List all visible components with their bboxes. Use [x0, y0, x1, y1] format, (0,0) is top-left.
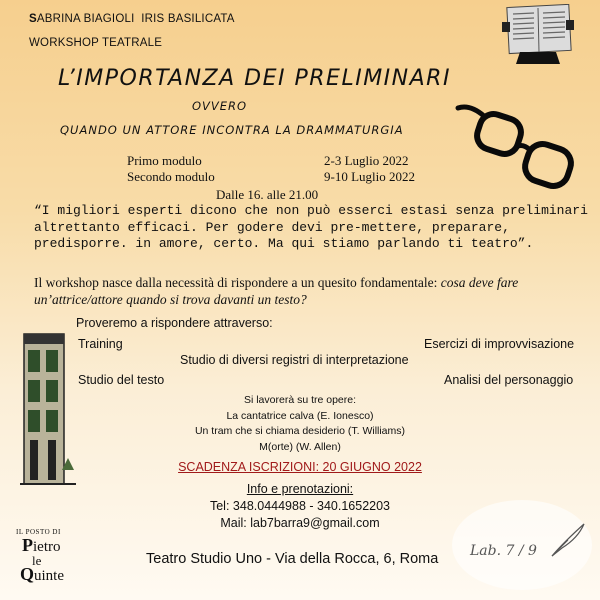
- work-2: Un tram che si chiama desiderio (T. Williams): [194, 425, 406, 437]
- intro-text: Il workshop nasce dalla necessità di rispondere a un quesito fondamentale:: [34, 275, 441, 290]
- work-1: La cantatrice calva (E. Ionesco): [226, 409, 374, 422]
- intro-question: cosa deve fare un’attrice/attore quando si trova davanti un testo?: [34, 275, 519, 307]
- module1-name: Primo modulo: [127, 153, 202, 168]
- quill-icon: [548, 520, 588, 560]
- title-ovvero: OVVERO: [192, 99, 248, 113]
- author1: ABRINA BIAGIOLI: [36, 13, 135, 25]
- work-3: M(orte) (W. Allen): [259, 440, 341, 453]
- posto-logo-quinte: [20, 564, 84, 584]
- author2: IRIS BASILICATA: [141, 13, 235, 25]
- workshop-label: WORKSHOP TEATRALE: [29, 37, 163, 49]
- works-block: [0, 393, 600, 455]
- posto-logo-quinte-text: uinte: [34, 568, 65, 584]
- posto-logo-p: P: [22, 535, 33, 555]
- posto-logo-small: IL POSTO DI: [16, 528, 61, 536]
- venue: Teatro Studio Uno - Via della Rocca, 6, Roma: [146, 551, 439, 567]
- posto-logo-pietro: [22, 535, 84, 555]
- topic-training: Training: [78, 337, 123, 351]
- deadline: SCADENZA ISCRIZIONI: 20 GIUGNO 2022: [178, 460, 422, 474]
- topic-esercizi: Esercizi di improvvisazione: [424, 337, 575, 351]
- main-title: L’IMPORTANZA DEI PRELIMINARI: [58, 66, 451, 91]
- contacts-mail[interactable]: Mail: lab7barra9@gmail.com: [220, 516, 380, 530]
- time-range: Dalle 16. alle 21.00: [216, 187, 319, 202]
- works-lead: Si lavorerà su tre opere:: [243, 394, 357, 406]
- posto-logo-q: Q: [20, 564, 35, 584]
- posto-logo-le: le: [32, 553, 42, 568]
- contacts-tel: Tel: 348.0444988 - 340.1652203: [209, 499, 391, 513]
- topic-personaggio: Analisi del personaggio: [444, 373, 574, 387]
- posto-logo: [14, 528, 84, 584]
- topics-lead: Proveremo a rispondere attraverso:: [76, 316, 273, 330]
- author-initial: S: [29, 13, 37, 25]
- module2-name: Secondo modulo: [127, 169, 215, 184]
- posto-logo-pietro-text: ietro: [33, 539, 61, 555]
- title-subtitle: QUANDO UN ATTORE INCONTRA LA DRAMMATURGIA: [60, 123, 404, 137]
- quote: “I migliori esperti dicono che non può esserci estasi senza preliminari altrettanto efficaci. Per godere devi pre-mettere, preparare, predisporre. in amore, certo. Ma qui stiamo parlando ti teatro”.: [34, 203, 588, 251]
- topic-registri: Studio di diversi registri di interpretazione: [180, 353, 409, 367]
- lab-logo: Lab. 7 / 9: [470, 543, 537, 559]
- module2-dates: 9-10 Luglio 2022: [324, 169, 415, 184]
- intro: [34, 274, 564, 308]
- newspaper-reader-illustration: [498, 4, 578, 66]
- authors: [29, 13, 235, 25]
- contacts-title: Info e prenotazioni:: [246, 482, 354, 496]
- module1-dates: 2-3 Luglio 2022: [324, 153, 409, 168]
- glasses-illustration: [448, 100, 583, 200]
- topic-testo: Studio del testo: [78, 373, 165, 387]
